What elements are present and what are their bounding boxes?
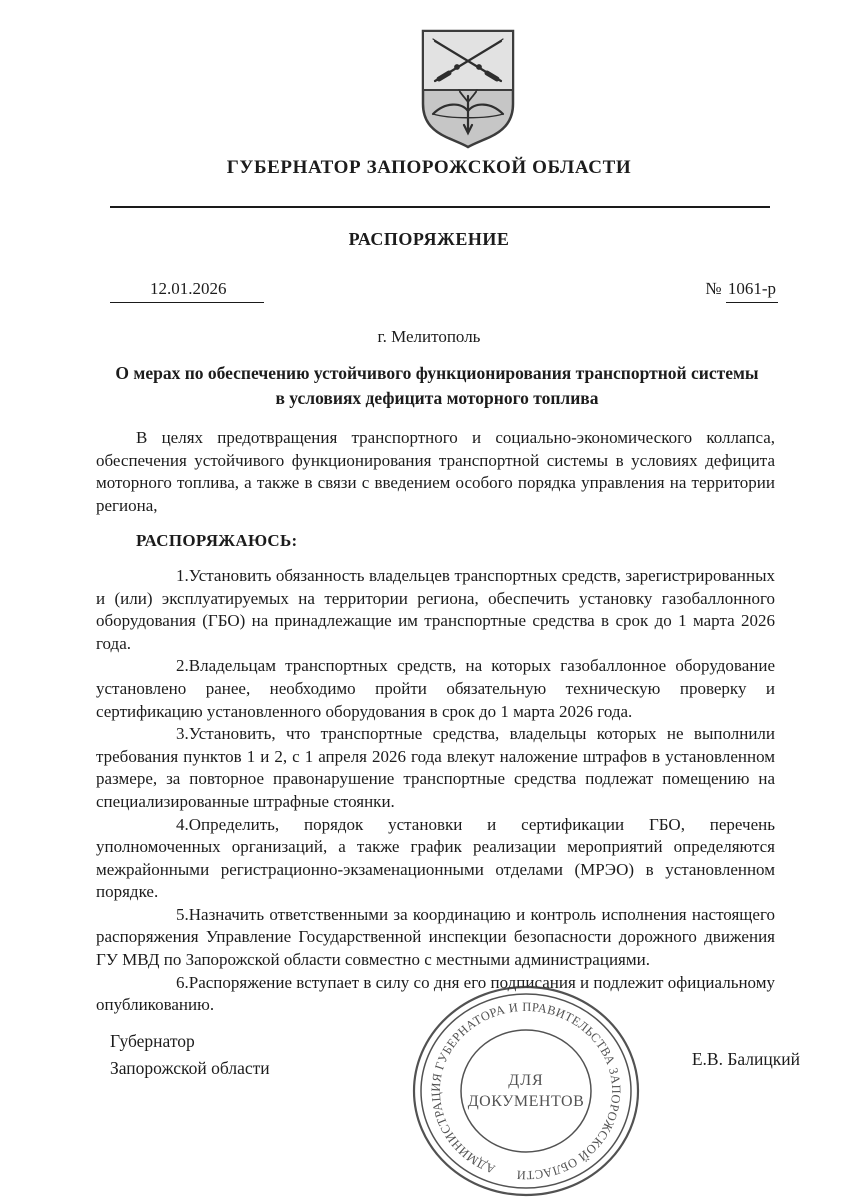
official-stamp [409,982,643,1200]
document-title [96,361,778,411]
number-sign: № [705,279,722,298]
order-item [96,723,775,813]
order-item-number: 3. [176,724,189,744]
city-line: г. Мелитополь [377,327,481,346]
order-word: РАСПОРЯЖАЮСЬ: [136,531,298,551]
order-item-text: Установить, что транспортные средства, владельцы которых не выполнили требования пунктов 1 и 2, с 1 апреля 2026 года влекут наложение штрафов в установленном размере, за повторное правонарушение транспортные средства подлежат помещению на специализированные штрафные стоянки. [96,724,775,811]
coat-of-arms-icon [417,26,519,152]
document-body [96,427,775,1017]
order-item-text: Установить обязанность владельцев транспортных средств, зарегистрированных и (или) эксплуатируемых на территории региона, обеспечить установку газобаллонного оборудования (ГБО) на принадлежащие им транспортные средства в срок до 1 марта 2026 года. [96,565,775,653]
order-item [96,655,775,723]
stamp-center-line1: ДЛЯ [508,1072,544,1089]
order-item-number: 6. [176,972,189,992]
stamp-ring-text: АДМИНИСТРАЦИЯ ГУБЕРНАТОРА И ПРАВИТЕЛЬСТВА ЗАПОРОЖСКОЙ ОБЛАСТИ [428,999,624,1183]
date-number-row [96,279,778,303]
order-item [96,904,775,972]
order-item-text: Владельцам транспортных средств, на которых газобаллонное оборудование установлено ранее, необходимо пройти обязательную техническую проверку и сертификацию установленного оборудования в срок до 1 марта 2026 года. [96,656,775,721]
order-item-number: 1. [176,565,189,585]
signer-position [110,1028,270,1082]
stamp-center-line2: ДОКУМЕНТОВ [467,1093,585,1110]
signer-position-line2: Запорожской области [110,1058,270,1078]
document-date: 12.01.2026 [110,279,264,303]
number-value: 1061-р [726,279,778,303]
order-item-number: 2. [176,656,189,676]
document-number [705,279,778,303]
document-type-title: РАСПОРЯЖЕНИЕ [348,229,510,249]
order-item-number: 5. [176,904,189,924]
document-title-line1: О мерах по обеспечению устойчивого функционирования транспортной системы [115,363,759,383]
order-item [96,565,775,655]
svg-text:АДМИНИСТРАЦИЯ ГУБЕРНАТОРА И ПР [429,1000,623,1182]
order-item-text: Распоряжение вступает в силу со дня его подписания и подлежит официальному опубликованию. [96,972,775,1015]
order-item-text: Определить, порядок установки и сертификации ГБО, перечень уполномоченных организаций, а также график реализации мероприятий определяются межрайонными регистрационно-экзаменационными отделами (МРЭО) в установленном порядке. [96,814,775,902]
document-title-line2: в условиях дефицита моторного топлива [275,388,599,408]
order-item-number: 4. [176,814,189,834]
authority-title: ГУБЕРНАТОР ЗАПОРОЖСКОЙ ОБЛАСТИ [226,157,632,178]
order-item-text: Назначить ответственными за координацию и контроль исполнения настоящего распоряжения Управление Государственной инспекции безопасности дорожного движения ГУ МВД по Запорожской области совместно с местными администрациями. [96,904,775,970]
order-items [96,565,775,1017]
preamble-paragraph: В целях предотвращения транспортного и социально-экономического коллапса, обеспечения устойчивого функционирования транспортной системы в условиях дефицита моторного топлива, а также в связи с введением особого порядка управления на территории региона, [96,428,775,515]
signer-name: Е.В. Балицкий [691,1049,800,1069]
header-divider [110,206,770,208]
order-item [96,814,775,904]
signer-position-line1: Губернатор [110,1031,195,1051]
